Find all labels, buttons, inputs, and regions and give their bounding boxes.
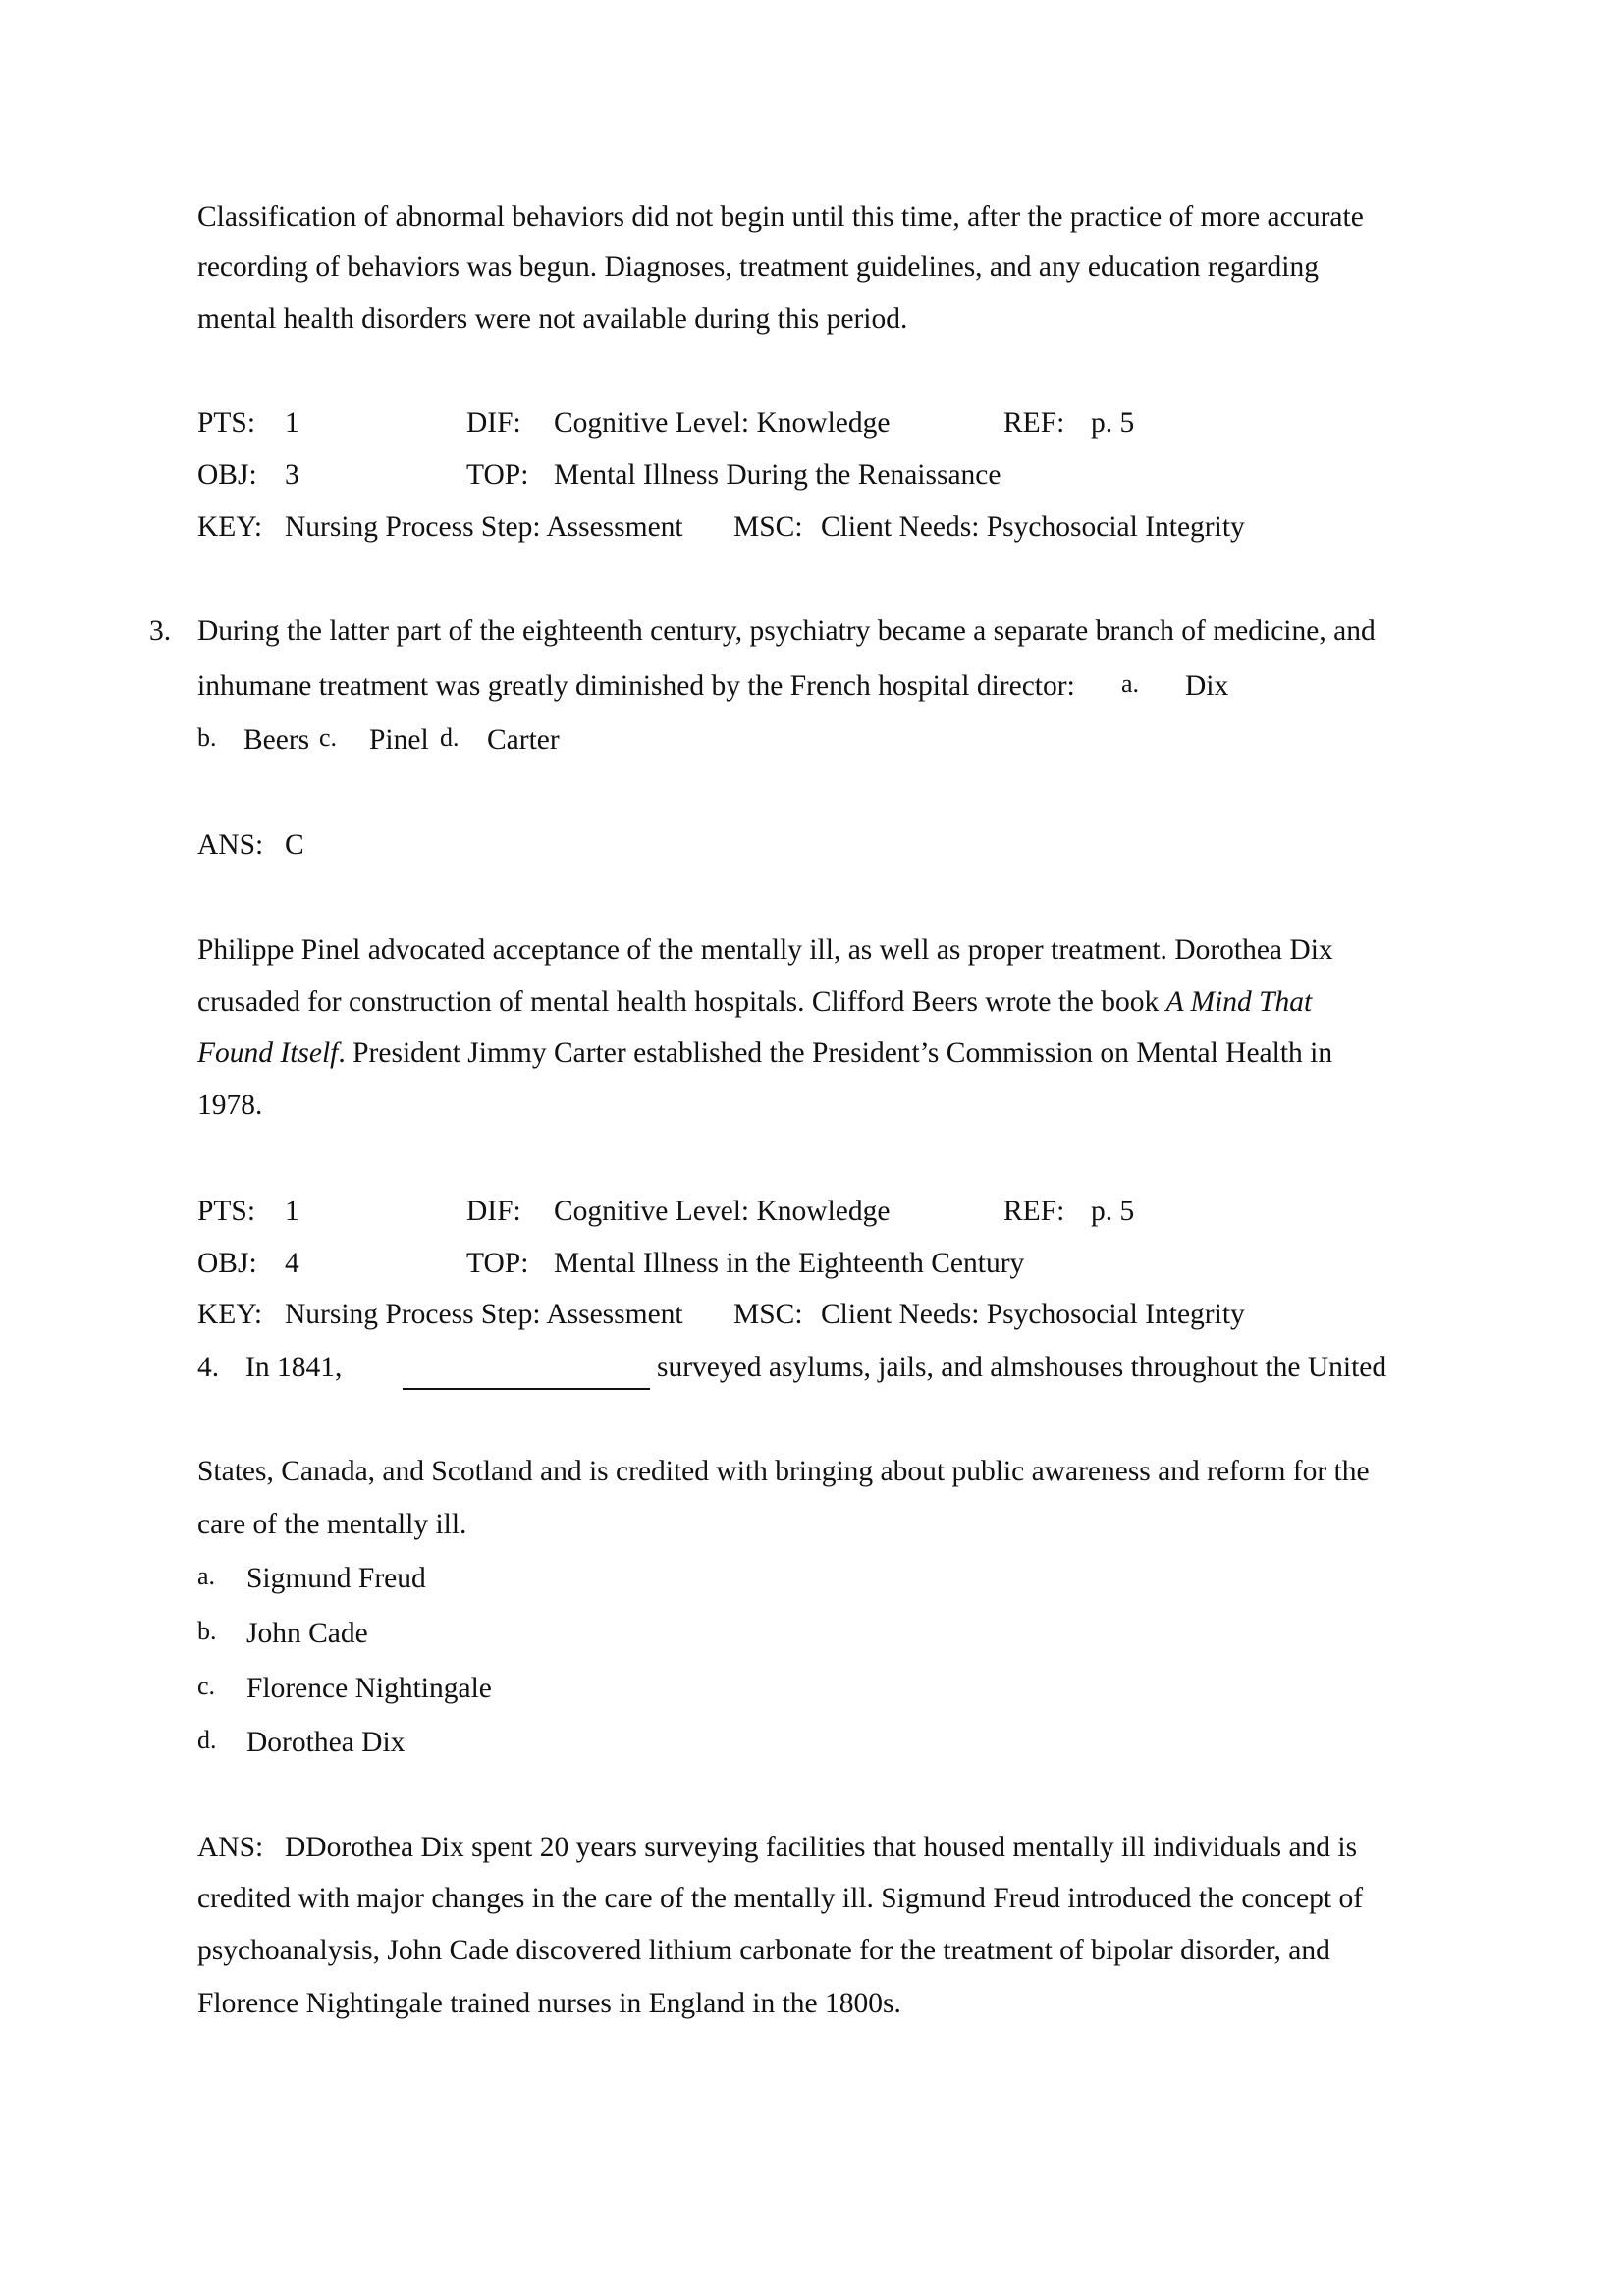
rationale-line [197,985,1312,1020]
option-letter-a: a. [1121,669,1140,698]
msc-value: Client Needs: Psychosocial Integrity [821,1299,1245,1330]
pts-value: 1 [285,407,299,439]
question-stem: surveyed asylums, jails, and almshouses throughout the United [657,1352,1387,1383]
rationale-line: 1978. [197,1090,263,1121]
top-label: TOP: [466,1248,529,1279]
answer-value: C [285,829,304,861]
obj-value: 3 [285,459,299,491]
obj-label: OBJ: [197,1248,257,1279]
option-b: John Cade [246,1618,368,1649]
top-value: Mental Illness During the Renaissance [554,459,1001,491]
msc-value: Client Needs: Psychosocial Integrity [821,511,1245,543]
obj-value: 4 [285,1248,299,1279]
option-letter-d: d. [197,1726,217,1754]
option-c: Florence Nightingale [246,1673,492,1704]
answer-label: ANS: [197,1832,264,1863]
rationale-line: credited with major changes in the care of the mentally ill. Sigmund Freud introduced the concept of [197,1883,1364,1914]
pts-label: PTS: [197,407,256,439]
ref-label: REF: [1003,407,1065,439]
dif-value: Cognitive Level: Knowledge [554,1196,891,1227]
key-value: Nursing Process Step: Assessment [285,1299,683,1330]
rationale-line [197,1036,1332,1071]
ref-value: p. 5 [1091,1196,1135,1227]
rationale-line: recording of behaviors was begun. Diagnoses, treatment guidelines, and any education regarding [197,251,1319,283]
obj-label: OBJ: [197,459,257,491]
dif-label: DIF: [466,1196,521,1227]
rationale-line: psychoanalysis, John Cade discovered lithium carbonate for the treatment of bipolar disorder, and [197,1935,1330,1966]
msc-label: MSC: [733,1299,803,1330]
option-letter-b: b. [197,1617,217,1645]
option-letter-c: c. [319,723,338,752]
option-b: Beers [243,724,310,756]
option-letter-b: b. [197,723,217,752]
option-letter-c: c. [197,1672,216,1700]
answer-rationale: DDorothea Dix spent 20 years surveying facilities that housed mentally ill individuals and is [285,1832,1358,1863]
question-stem: inhumane treatment was greatly diminished by the French hospital director: [197,670,1075,702]
question-stem: States, Canada, and Scotland and is credited with bringing about public awareness and reform for the [197,1456,1370,1487]
book-title: Found Itself [197,1038,339,1069]
option-letter-d: d. [440,723,460,752]
option-d: Dorothea Dix [246,1727,406,1758]
rationale-line: Florence Nightingale trained nurses in England in the 1800s. [197,1988,901,2019]
msc-label: MSC: [733,511,803,543]
option-letter-a: a. [197,1562,216,1590]
pts-label: PTS: [197,1196,256,1227]
rationale-text: crusaded for construction of mental health hospitals. Clifford Beers wrote the book [197,987,1166,1018]
top-value: Mental Illness in the Eighteenth Century [554,1248,1025,1279]
rationale-text: . President Jimmy Carter established the President’s Commission on Mental Health in [338,1038,1333,1069]
ref-value: p. 5 [1091,407,1135,439]
dif-value: Cognitive Level: Knowledge [554,407,891,439]
answer-label: ANS: [197,829,264,861]
top-label: TOP: [466,459,529,491]
ref-label: REF: [1003,1196,1065,1227]
key-label: KEY: [197,511,263,543]
option-d: Carter [487,724,560,756]
question-stem: care of the mentally ill. [197,1509,467,1540]
fill-in-blank [403,1388,650,1390]
question-stem: During the latter part of the eighteenth century, psychiatry became a separate branch of medicine, and [197,615,1376,647]
key-value: Nursing Process Step: Assessment [285,511,683,543]
rationale-line: Philippe Pinel advocated acceptance of the mentally ill, as well as proper treatment. Dorothea Dix [197,934,1333,966]
option-a: Sigmund Freud [246,1563,426,1594]
rationale-line: Classification of abnormal behaviors did not begin until this time, after the practice of more accurate [197,201,1364,233]
question-stem: In 1841, [245,1352,343,1383]
key-label: KEY: [197,1299,263,1330]
question-number: 3. [149,615,172,647]
dif-label: DIF: [466,407,521,439]
pts-value: 1 [285,1196,299,1227]
option-c: Pinel [369,724,429,756]
question-number: 4. [197,1352,220,1383]
option-a: Dix [1185,670,1229,702]
rationale-line: mental health disorders were not available during this period. [197,303,908,335]
book-title: A Mind That [1165,987,1313,1018]
